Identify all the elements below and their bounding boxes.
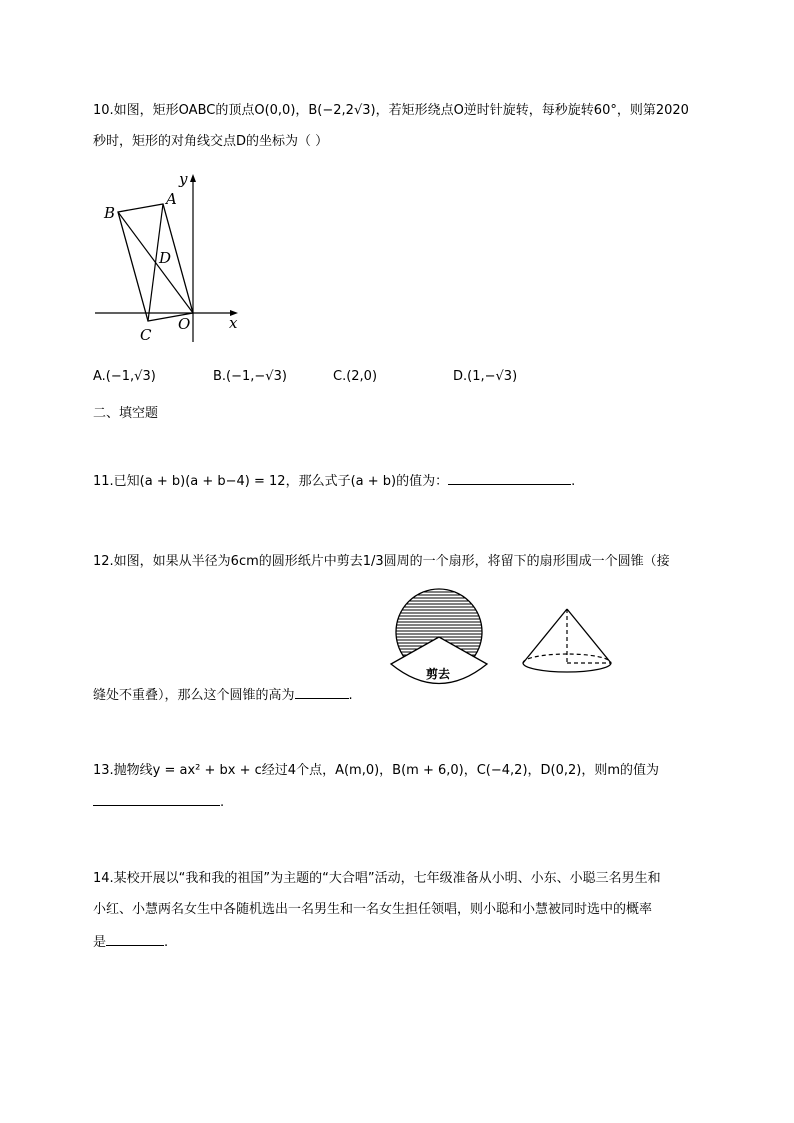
q12-cone-figure	[518, 605, 618, 685]
label-y: y	[179, 170, 188, 188]
cut-label: 剪去	[426, 667, 451, 681]
q14-text-line2: 小红、小慧两名女生中各随机选出一名男生和一名女生担任领唱，则小聪和小慧被同时选中的概率	[93, 902, 653, 917]
q13-answer-blank[interactable]	[93, 792, 220, 806]
section-heading: 二、填空题	[93, 406, 159, 421]
label-a: A	[166, 190, 177, 208]
q14-text-line3	[93, 932, 168, 952]
q10-option-c[interactable]: C.(2,0)	[333, 369, 378, 384]
q12-end: .	[348, 688, 353, 703]
q12-text-line2	[93, 685, 353, 705]
q14-question: 是	[93, 935, 107, 950]
q14-text-line1: 14.某校开展以“我和我的祖国”为主题的“大合唱”活动，七年级准备从小明、小东、小聪三名男生和	[93, 871, 661, 886]
label-c: C	[140, 326, 152, 344]
cone-base-front	[523, 663, 611, 672]
q11-text	[93, 471, 575, 491]
q14-answer-blank[interactable]	[106, 932, 164, 946]
q12-question: 缝处不重叠），那么这个圆锥的高为	[93, 688, 295, 703]
q11-end: .	[571, 474, 576, 489]
label-o: O	[178, 315, 191, 333]
label-b: B	[104, 204, 116, 222]
q12-answer-blank[interactable]	[295, 685, 349, 699]
q13-text-line2	[93, 792, 224, 812]
q11-question: 11.已知(a + b)(a + b−4) = 12，那么式子(a + b)的值为：	[93, 474, 449, 489]
q12-cut-circle-figure	[380, 585, 500, 705]
q14-end: .	[164, 935, 169, 950]
label-d: D	[159, 249, 172, 267]
q10-option-d[interactable]: D.(1,−√3)	[453, 369, 518, 384]
q10-option-b[interactable]: B.(−1,−√3)	[213, 369, 287, 384]
label-x: x	[229, 314, 238, 332]
y-axis-arrow	[190, 174, 196, 182]
q10-text-line2: 秒时，矩形的对角线交点D的坐标为（ ）	[93, 134, 329, 149]
q13-text-line1: 13.抛物线y = ax² + bx + c经过4个点，A(m,0)，B(m + 6,0)，C(−4,2)，D(0,2)，则m的值为	[93, 763, 660, 778]
q11-answer-blank[interactable]	[448, 471, 571, 485]
q10-option-a[interactable]: A.(−1,√3)	[93, 369, 156, 384]
q13-end: .	[220, 795, 225, 810]
q10-rectangle-figure	[90, 170, 250, 345]
q12-text-line1: 12.如图，如果从半径为6cm的圆形纸片中剪去1/3圆周的一个扇形，将留下的扇形围成一个圆锥（接	[93, 554, 670, 569]
q10-text-line1: 10.如图，矩形OABC的顶点O(0,0)，B(−2,2√3)，若矩形绕点O逆时针旋转，每秒旋转60°，则第2020	[93, 103, 689, 118]
